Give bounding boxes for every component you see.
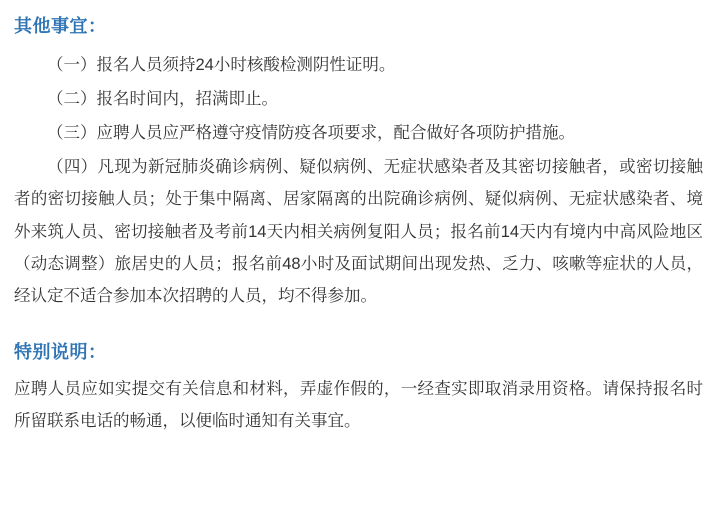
paragraph-item-2: （二）报名时间内，招满即止。 <box>47 89 278 108</box>
paragraph-item-1: （一）报名人员须持24小时核酸检测阴性证明。 <box>47 55 396 74</box>
section-spacer <box>14 312 703 338</box>
paragraph-special-note: 应聘人员应如实提交有关信息和材料，弄虚作假的，一经查实即取消录用资格。请保持报名时所留联系电话的畅通，以便临时通知有关事宜。 <box>14 379 703 431</box>
paragraph-item-4: （四）凡现为新冠肺炎确诊病例、疑似病例、无症状感染者及其密切接触者，或密切接触者的密切接触人员；处于集中隔离、居家隔离的出院确诊病例、疑似病例、无症状感染者、境外来筑人员、密切接触者及考前14天内相关病例复阳人员；报名前14天内有境内中高风险地区（动态调整）旅居史的人员；报名前48小时及面试期间出现发热、乏力、咳嗽等症状的人员，经认定不适合参加本次招聘的人员，均不得参加。 <box>14 158 703 305</box>
paragraph-item-3: （三）应聘人员应严格遵守疫情防疫各项要求，配合做好各项防护措施。 <box>47 124 575 143</box>
section-heading-other-matters: 其他事宜： <box>14 16 107 36</box>
section-heading-special-note: 特别说明： <box>14 342 107 363</box>
